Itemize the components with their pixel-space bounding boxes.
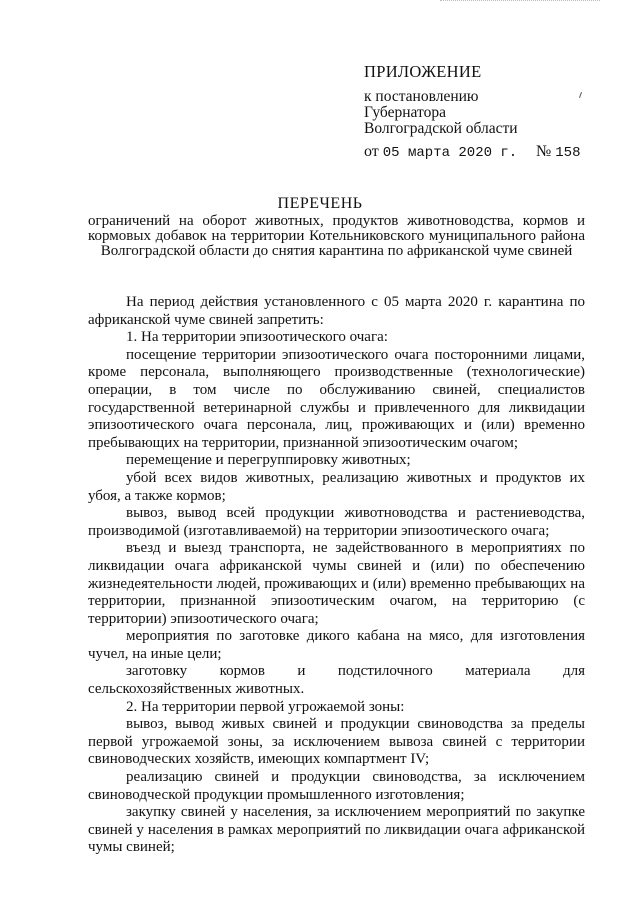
paragraph: реализацию свиней и продукции свиноводства, за исключением свиноводческой продукции промышленного изготовления; [88, 769, 585, 803]
document-subtitle: ограничений на оборот животных, продуктов животноводства, кормов и кормовых добавок на территории Котельниковского муниципального района Волгоградской области до снятия карантина по африканской чуме свиней [88, 213, 585, 259]
paragraph: закупку свиней у населения, за исключением мероприятий по закупке свиней у населения в рамках мероприятий по ликвидации очага африканской чумы свиней; [88, 804, 585, 856]
decree-date-prefix: от [364, 143, 379, 160]
paragraph: посещение территории эпизоотического очага посторонними лицами, кроме персонала, выполняющего производственные (технологические) операции, в том числе по обслуживанию свиней, специалистов государственной ветеринарной службы и привлеченного для ликвидации эпизоотического очага персонала, лиц, проживающих и (или) временно пребывающих на территории, признанной эпизоотическим очагом; [88, 346, 585, 451]
appendix-line-3: Волгоградской области [364, 120, 518, 137]
paragraph: На период действия установленного с 05 марта 2020 г. карантина по африканской чуме свиней запретить: [88, 294, 585, 328]
paragraph: убой всех видов животных, реализацию животных и продуктов их убоя, а также кормов; [88, 469, 585, 504]
paragraph: вывоз, вывод живых свиней и продукции свиноводства за пределы первой угрожаемой зоны, за исключением вывоза свиней с территории свиноводческих хозяйств, имеющих компартмент IV; [88, 716, 585, 768]
decree-line [364, 143, 594, 161]
paragraph: мероприятия по заготовке дикого кабана на мясо, для изготовления чучел, на иные цели; [88, 628, 585, 662]
appendix-line-1: к постановлению [364, 88, 479, 105]
section-heading: 2. На территории первой угрожаемой зоны: [126, 698, 405, 715]
appendix-line-2: Губернатора [364, 104, 446, 121]
decree-number-group [536, 143, 580, 161]
appendix-block [364, 64, 518, 137]
decree-date: 05 марта 2020 г. [382, 145, 518, 161]
paragraph: въезд и выезд транспорта, не задействованного в мероприятиях по ликвидации очага африканской чумы свиней и (или) по обеспечению жизнедеятельности людей, проживающих и (или) временно пребывающих на территории, признанной эпизоотическим очагом, на территорию (с территории) эпизоотического очага; [88, 540, 585, 627]
decree-number-label: № [536, 143, 552, 160]
document-body [88, 294, 585, 857]
appendix-title: ПРИЛОЖЕНИЕ [364, 62, 482, 81]
document-title: ПЕРЕЧЕНЬ [277, 195, 363, 212]
paragraph: вывоз, вывод всей продукции животноводства и растениеводства, производимой (изготавливаемой) на территории эпизоотического очага; [88, 505, 585, 539]
scan-mark [579, 92, 582, 98]
section-heading: 1. На территории эпизоотического очага: [126, 329, 388, 346]
scan-edge-mark [440, 0, 600, 3]
paragraph: заготовку кормов и подстилочного материала для сельскохозяйственных животных. [88, 663, 585, 698]
decree-number: 158 [555, 145, 581, 161]
paragraph: перемещение и перегруппировку животных; [126, 452, 411, 469]
